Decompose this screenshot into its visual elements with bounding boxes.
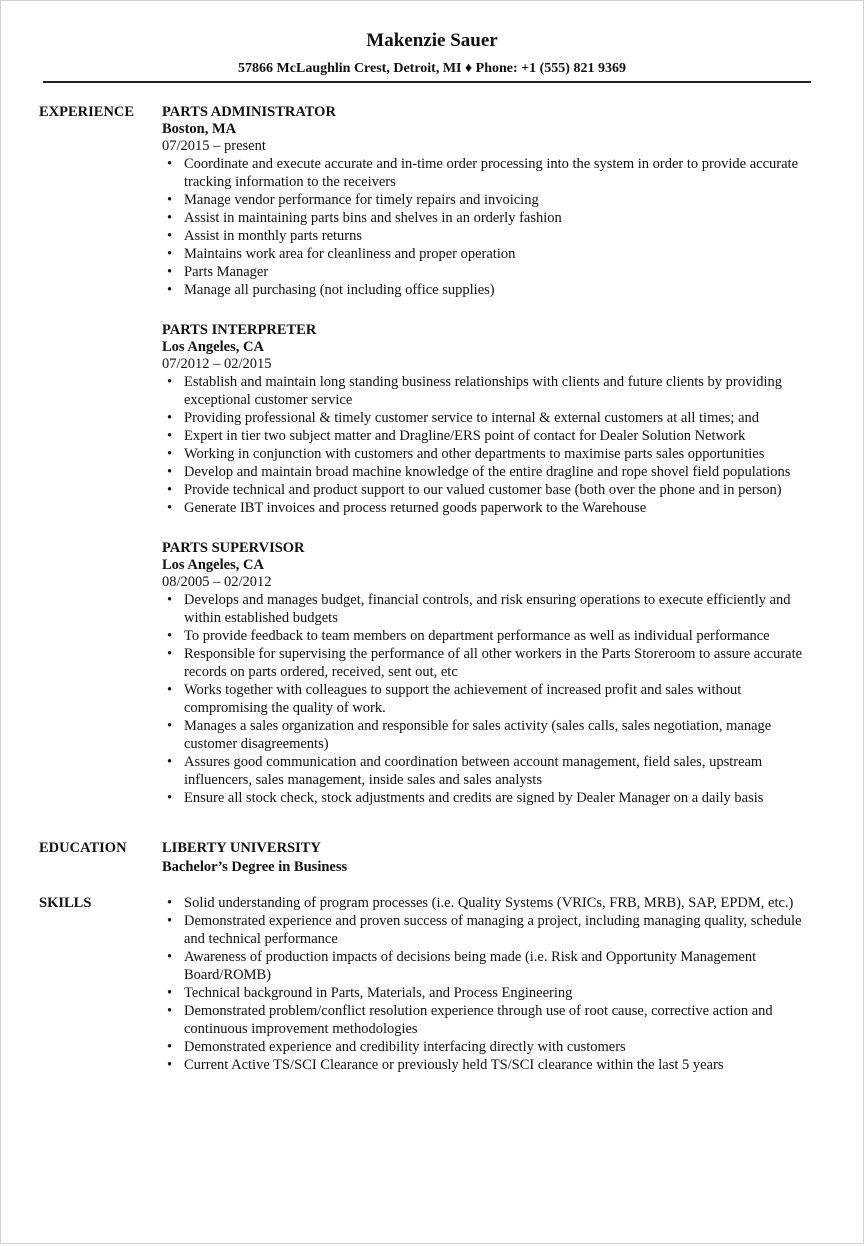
- job-location: Los Angeles, CA: [162, 557, 264, 573]
- list-item: • Demonstrated experience and proven success of managing a project, including managing quality, schedule and technical performance: [162, 912, 822, 948]
- list-item: • Demonstrated experience and credibility interfacing directly with customers: [162, 1038, 822, 1056]
- header-divider: [43, 81, 811, 83]
- list-item: • Providing professional & timely customer service to internal & external customers at all times; and: [162, 409, 822, 427]
- school-name: LIBERTY UNIVERSITY: [162, 840, 321, 856]
- list-item: • Establish and maintain long standing business relationships with clients and future clients by providing exceptional customer service: [162, 373, 822, 409]
- job-dates: 08/2005 – 02/2012: [162, 574, 272, 590]
- list-item: • Assist in monthly parts returns: [162, 227, 822, 245]
- skills-body: [162, 894, 822, 1074]
- job-title: PARTS INTERPRETER: [162, 322, 317, 338]
- section-label-experience: EXPERIENCE: [39, 104, 135, 120]
- job-entry: [162, 103, 822, 299]
- section-label-education: EDUCATION: [39, 840, 127, 856]
- job-entry: [162, 321, 822, 517]
- list-item: • Technical background in Parts, Materials, and Process Engineering: [162, 984, 822, 1002]
- list-item: • Working in conjunction with customers and other departments to maximise parts sales opportunities: [162, 445, 822, 463]
- list-item: • Awareness of production impacts of decisions being made (i.e. Risk and Opportunity Management Board/ROMB): [162, 948, 822, 984]
- job-title: PARTS ADMINISTRATOR: [162, 104, 336, 120]
- list-item: • Responsible for supervising the performance of all other workers in the Parts Storeroom to assure accurate records on parts ordered, received, sent out, etc: [162, 645, 822, 681]
- list-item: • Develops and manages budget, financial controls, and risk ensuring operations to execute efficiently and within established budgets: [162, 591, 822, 627]
- list-item: • Maintains work area for cleanliness and proper operation: [162, 245, 822, 263]
- job-bullets: [162, 373, 822, 517]
- list-item: • Develop and maintain broad machine knowledge of the entire dragline and rope shovel field populations: [162, 463, 822, 481]
- list-item: • Expert in tier two subject matter and Dragline/ERS point of contact for Dealer Solution Network: [162, 427, 822, 445]
- experience-body: [162, 103, 822, 829]
- job-dates: 07/2012 – 02/2015: [162, 356, 272, 372]
- list-item: • Manages a sales organization and responsible for sales activity (sales calls, sales negotiation, manage customer disagreements): [162, 717, 822, 753]
- list-item: • Manage vendor performance for timely repairs and invoicing: [162, 191, 822, 209]
- education-body: [162, 839, 822, 877]
- job-entry: [162, 539, 822, 807]
- list-item: • To provide feedback to team members on department performance as well as individual performance: [162, 627, 822, 645]
- job-location: Boston, MA: [162, 121, 237, 137]
- job-dates: 07/2015 – present: [162, 138, 266, 154]
- list-item: • Assures good communication and coordination between account management, field sales, upstream influencers, sales management, inside sales and sales analysts: [162, 753, 822, 789]
- list-item: • Works together with colleagues to support the achievement of increased profit and sales without compromising the quality of work.: [162, 681, 822, 717]
- list-item: • Coordinate and execute accurate and in-time order processing into the system in order to provide accurate tracking information to the receivers: [162, 155, 822, 191]
- degree: Bachelor’s Degree in Business: [162, 859, 348, 875]
- list-item: • Assist in maintaining parts bins and shelves in an orderly fashion: [162, 209, 822, 227]
- list-item: • Ensure all stock check, stock adjustments and credits are signed by Dealer Manager on a daily basis: [162, 789, 822, 807]
- job-bullets: [162, 155, 822, 299]
- skills-bullets: [162, 894, 822, 1074]
- section-label-skills: SKILLS: [39, 895, 92, 911]
- resume-header: [1, 29, 863, 79]
- contact-line: 57866 McLaughlin Crest, Detroit, MI ♦ Phone: +1 (555) 821 9369: [238, 61, 626, 76]
- list-item: • Parts Manager: [162, 263, 822, 281]
- list-item: • Solid understanding of program processes (i.e. Quality Systems (VRICs, FRB, MRB), SAP, EPDM, etc.): [162, 894, 822, 912]
- list-item: • Demonstrated problem/conflict resolution experience through use of root cause, corrective action and continuous improvement methodologies: [162, 1002, 822, 1038]
- candidate-name: Makenzie Sauer: [366, 30, 498, 51]
- list-item: • Provide technical and product support to our valued customer base (both over the phone and in person): [162, 481, 822, 499]
- job-title: PARTS SUPERVISOR: [162, 540, 305, 556]
- job-location: Los Angeles, CA: [162, 339, 264, 355]
- list-item: • Manage all purchasing (not including office supplies): [162, 281, 822, 299]
- job-bullets: [162, 591, 822, 807]
- list-item: • Generate IBT invoices and process returned goods paperwork to the Warehouse: [162, 499, 822, 517]
- list-item: • Current Active TS/SCI Clearance or previously held TS/SCI clearance within the last 5 years: [162, 1056, 822, 1074]
